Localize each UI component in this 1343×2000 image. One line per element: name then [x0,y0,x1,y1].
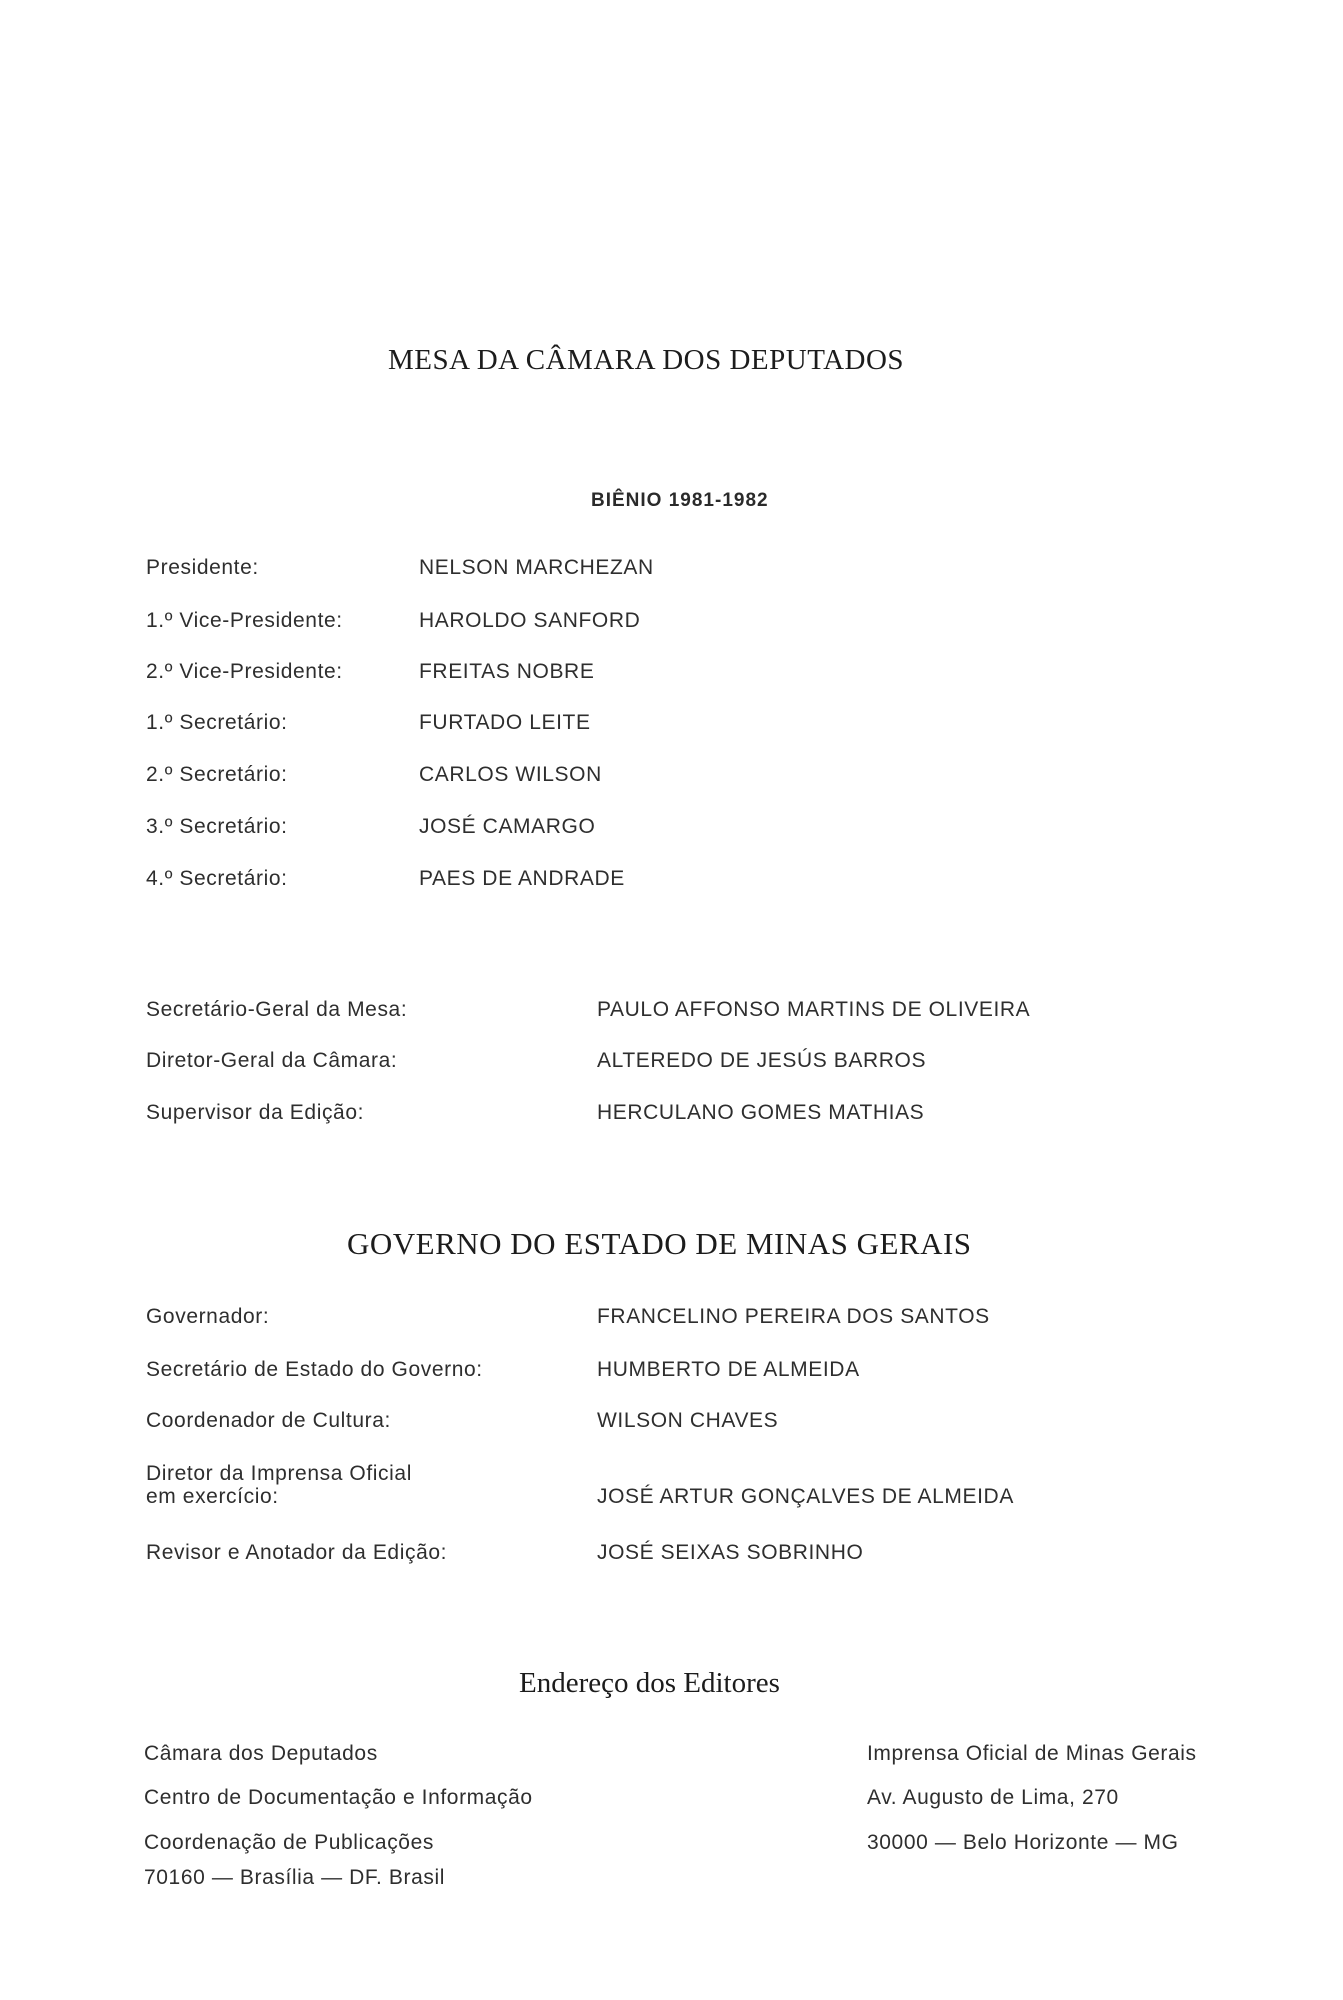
staff-role: Supervisor da Edição: [146,1101,365,1124]
staff-name: PAULO AFFONSO MARTINS DE OLIVEIRA [597,998,1031,1021]
staff-name: ALTEREDO DE JESÚS BARROS [597,1049,927,1072]
staff-role: Diretor-Geral da Câmara: [146,1049,398,1072]
governo-name: JOSÉ ARTUR GONÇALVES DE ALMEIDA [597,1485,1014,1508]
member-name: JOSÉ CAMARGO [419,815,596,838]
governo-name: FRANCELINO PEREIRA DOS SANTOS [597,1305,990,1328]
member-role: 2.º Secretário: [146,763,288,786]
member-role: 3.º Secretário: [146,815,288,838]
editores-title: Endereço dos Editores [519,1667,780,1699]
address-line: Câmara dos Deputados [144,1742,378,1765]
member-name: FURTADO LEITE [419,711,591,734]
staff-role: Secretário-Geral da Mesa: [146,998,408,1021]
address-line: Coordenação de Publicações [144,1831,434,1854]
address-line: 70160 — Brasília — DF. Brasil [144,1866,446,1889]
governo-role: Revisor e Anotador da Edição: [146,1541,448,1564]
staff-name: HERCULANO GOMES MATHIAS [597,1101,925,1124]
member-role: Presidente: [146,556,259,579]
member-role: 2.º Vice-Presidente: [146,660,343,683]
governo-role-multiline [146,1462,412,1508]
member-role: 1.º Vice-Presidente: [146,609,343,632]
governo-role: Coordenador de Cultura: [146,1409,391,1432]
address-line: 30000 — Belo Horizonte — MG [867,1831,1179,1854]
member-name: PAES DE ANDRADE [419,867,625,890]
address-line: Av. Augusto de Lima, 270 [867,1786,1119,1809]
member-name: HAROLDO SANFORD [419,609,641,632]
address-line: Centro de Documentação e Informação [144,1786,533,1809]
governo-role-line1: Diretor da Imprensa Oficial [146,1462,412,1485]
governo-name: HUMBERTO DE ALMEIDA [597,1358,860,1381]
member-role: 1.º Secretário: [146,711,288,734]
mesa-title: MESA DA CÂMARA DOS DEPUTADOS [388,344,905,376]
bienio-label: BIÊNIO 1981-1982 [591,490,769,511]
member-name: NELSON MARCHEZAN [419,556,654,579]
governo-name: JOSÉ SEIXAS SOBRINHO [597,1541,864,1564]
governo-role-line2: em exercício: [146,1485,279,1508]
governo-role: Secretário de Estado do Governo: [146,1358,483,1381]
governo-role: Governador: [146,1305,270,1328]
member-name: CARLOS WILSON [419,763,602,786]
governo-name: WILSON CHAVES [597,1409,779,1432]
member-name: FREITAS NOBRE [419,660,595,683]
governo-title: GOVERNO DO ESTADO DE MINAS GERAIS [347,1226,972,1261]
member-role: 4.º Secretário: [146,867,288,890]
address-line: Imprensa Oficial de Minas Gerais [867,1742,1197,1765]
